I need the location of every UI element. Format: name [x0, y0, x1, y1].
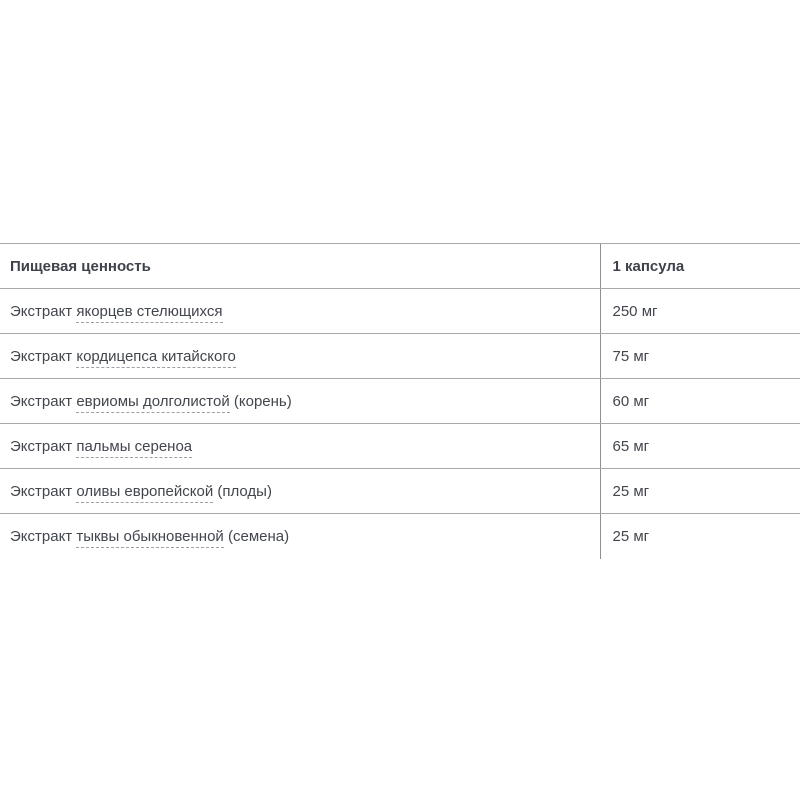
- ingredient-cell: [0, 514, 600, 559]
- column-header-per-capsule: 1 капсула: [600, 244, 800, 289]
- ingredient-term-link[interactable]: якорцев стелющихся: [76, 303, 222, 323]
- table-row: [0, 514, 800, 559]
- ingredient-term-link[interactable]: пальмы сереноа: [76, 438, 192, 458]
- nutrition-table: [0, 243, 800, 559]
- ingredient-prefix: Экстракт: [10, 482, 73, 500]
- ingredient-prefix: Экстракт: [10, 347, 73, 365]
- amount-value: 25 мг: [612, 482, 650, 500]
- table-row: [0, 424, 800, 469]
- amount-value: 65 мг: [612, 437, 650, 455]
- table-row: [0, 379, 800, 424]
- ingredient-suffix: (плоды): [217, 482, 272, 500]
- ingredient-cell: [0, 289, 600, 334]
- table-row: [0, 334, 800, 379]
- ingredient-term-link[interactable]: кордицепса китайского: [76, 348, 236, 368]
- ingredient-prefix: Экстракт: [10, 302, 73, 320]
- amount-cell: [600, 379, 800, 424]
- column-header-nutrition: Пищевая ценность: [0, 244, 600, 289]
- amount-cell: [600, 469, 800, 514]
- table-row: [0, 469, 800, 514]
- amount-value: 60 мг: [612, 392, 650, 410]
- amount-cell: [600, 289, 800, 334]
- ingredient-term-link[interactable]: тыквы обыкновенной: [76, 528, 223, 548]
- ingredient-prefix: Экстракт: [10, 437, 73, 455]
- amount-value: 25 мг: [612, 527, 650, 545]
- amount-value: 75 мг: [612, 347, 650, 365]
- ingredient-cell: [0, 334, 600, 379]
- ingredient-term-link[interactable]: евриомы долголистой: [76, 393, 229, 413]
- table-row: [0, 289, 800, 334]
- ingredient-cell: [0, 379, 600, 424]
- amount-cell: [600, 514, 800, 559]
- ingredient-cell: [0, 424, 600, 469]
- amount-value: 250 мг: [612, 302, 658, 320]
- amount-cell: [600, 424, 800, 469]
- ingredient-term-link[interactable]: оливы европейской: [76, 483, 213, 503]
- ingredient-prefix: Экстракт: [10, 392, 73, 410]
- ingredient-prefix: Экстракт: [10, 527, 73, 545]
- table-header-row: [0, 244, 800, 289]
- amount-cell: [600, 334, 800, 379]
- ingredient-suffix: (корень): [233, 392, 292, 410]
- ingredient-cell: [0, 469, 600, 514]
- ingredient-suffix: (семена): [227, 527, 290, 545]
